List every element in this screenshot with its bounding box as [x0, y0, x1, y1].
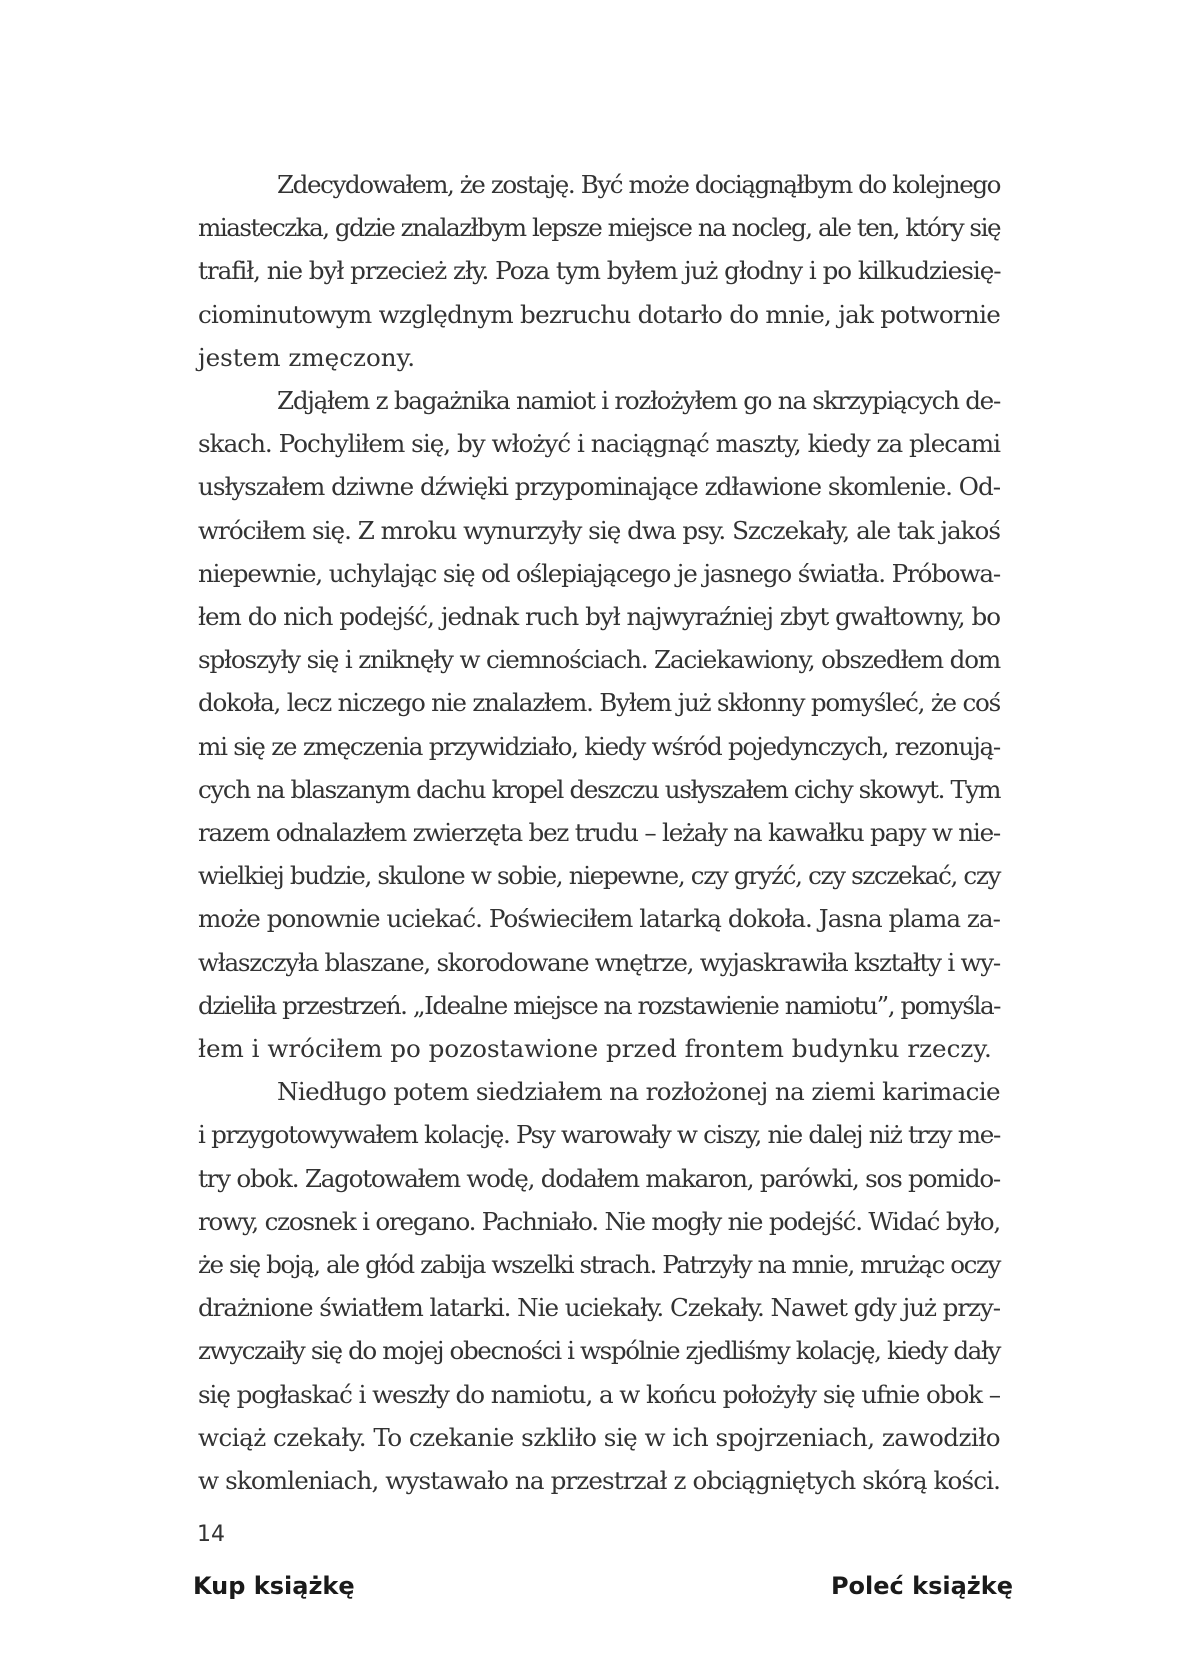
buy-book-link[interactable]: Kup książkę [193, 1572, 355, 1600]
text-line: jestem zmęczony. [198, 342, 416, 372]
text-line: usłyszałem dziwne dźwięki przypominające zdławione skomlenie. Od- [198, 472, 1000, 502]
page-number: 14 [197, 1522, 225, 1547]
text-line: dokoła, lecz niczego nie znalazłem. Byłem już skłonny pomyśleć, że coś [198, 688, 1001, 718]
text-line: trafił, nie był przecież zły. Poza tym byłem już głodny i po kilkudziesię- [198, 256, 1001, 286]
text-line: dzieliła przestrzeń. „Idealne miejsce na rozstawienie namiotu”, pomyśla- [198, 990, 1000, 1020]
text-line: Zdecydowałem, że zostaję. Być może dociągnąłbym do kolejnego [277, 170, 1001, 199]
text-line: drażnione światłem latarki. Nie uciekały. Czekały. Nawet gdy już przy- [198, 1293, 1001, 1323]
text-line: razem odnalazłem zwierzęta bez trudu – leżały na kawałku papy w nie- [198, 818, 1001, 848]
paragraph-1 [198, 163, 1000, 379]
text-line: się pogłaskać i weszły do namiotu, a w końcu położyły się ufnie obok – [198, 1379, 1000, 1409]
text-line: może ponownie uciekać. Poświeciłem latarką dokoła. Jasna plama za- [198, 904, 1000, 934]
text-line: zwyczaiły się do mojej obecności i wspólnie zjedliśmy kolację, kiedy dały [198, 1336, 1001, 1366]
paragraph-3 [198, 1070, 1000, 1502]
text-line: w skomleniach, wystawało na przestrzał z obciągniętych skórą kości. [198, 1466, 1001, 1496]
text-line: spłoszyły się i zniknęły w ciemnościach. Zaciekawiony, obszedłem dom [198, 645, 1000, 675]
text-line: try obok. Zagotowałem wodę, dodałem makaron, parówki, sos pomido- [198, 1163, 1000, 1193]
text-line: Zdjąłem z bagażnika namiot i rozłożyłem go na skrzypiących de- [277, 386, 1000, 416]
text-line: wielkiej budzie, skulone w sobie, niepewne, czy gryźć, czy szczekać, czy [198, 861, 1000, 891]
paragraph-2 [198, 379, 1000, 1070]
text-line: rowy, czosnek i oregano. Pachniało. Nie mogły nie podejść. Widać było, [198, 1206, 1000, 1236]
text-line: łem do nich podejść, jednak ruch był najwyraźniej zbyt gwałtowny, bo [198, 602, 1001, 632]
text-line: niepewnie, uchylając się od oślepiającego je jasnego światła. Próbowa- [198, 558, 1000, 588]
text-line: że się boją, ale głód zabija wszelki strach. Patrzyły na mnie, mrużąc oczy [198, 1250, 1000, 1280]
text-line: Niedługo potem siedziałem na rozłożonej na ziemi karimacie [277, 1077, 1001, 1107]
text-line: właszczyła blaszane, skorodowane wnętrze, wyjaskrawiła kształty i wy- [198, 947, 1000, 977]
text-line: cych na blaszanym dachu kropel deszczu usłyszałem cichy skowyt. Tym [198, 774, 1001, 804]
text-line: mi się ze zmęczenia przywidziało, kiedy wśród pojedynczych, rezonują- [198, 731, 1000, 761]
recommend-book-link[interactable]: Poleć książkę [830, 1572, 1013, 1600]
text-line: łem i wróciłem po pozostawione przed frontem budynku rzeczy. [198, 1034, 992, 1064]
text-line: wróciłem się. Z mroku wynurzyły się dwa psy. Szczekały, ale tak jakoś [198, 515, 1000, 545]
text-line: i przygotowywałem kolację. Psy warowały w ciszy, nie dalej niż trzy me- [198, 1120, 1000, 1150]
text-line: ciominutowym względnym bezruchu dotarło do mnie, jak potwornie [198, 299, 1001, 329]
book-page-text [198, 163, 1000, 1502]
text-line: miasteczka, gdzie znalazłbym lepsze miejsce na nocleg, ale ten, który się [198, 213, 1001, 243]
text-line: skach. Pochyliłem się, by włożyć i naciągnąć maszty, kiedy za plecami [198, 429, 1001, 459]
text-line: wciąż czekały. To czekanie szkliło się w ich spojrzeniach, zawodziło [198, 1422, 1000, 1452]
